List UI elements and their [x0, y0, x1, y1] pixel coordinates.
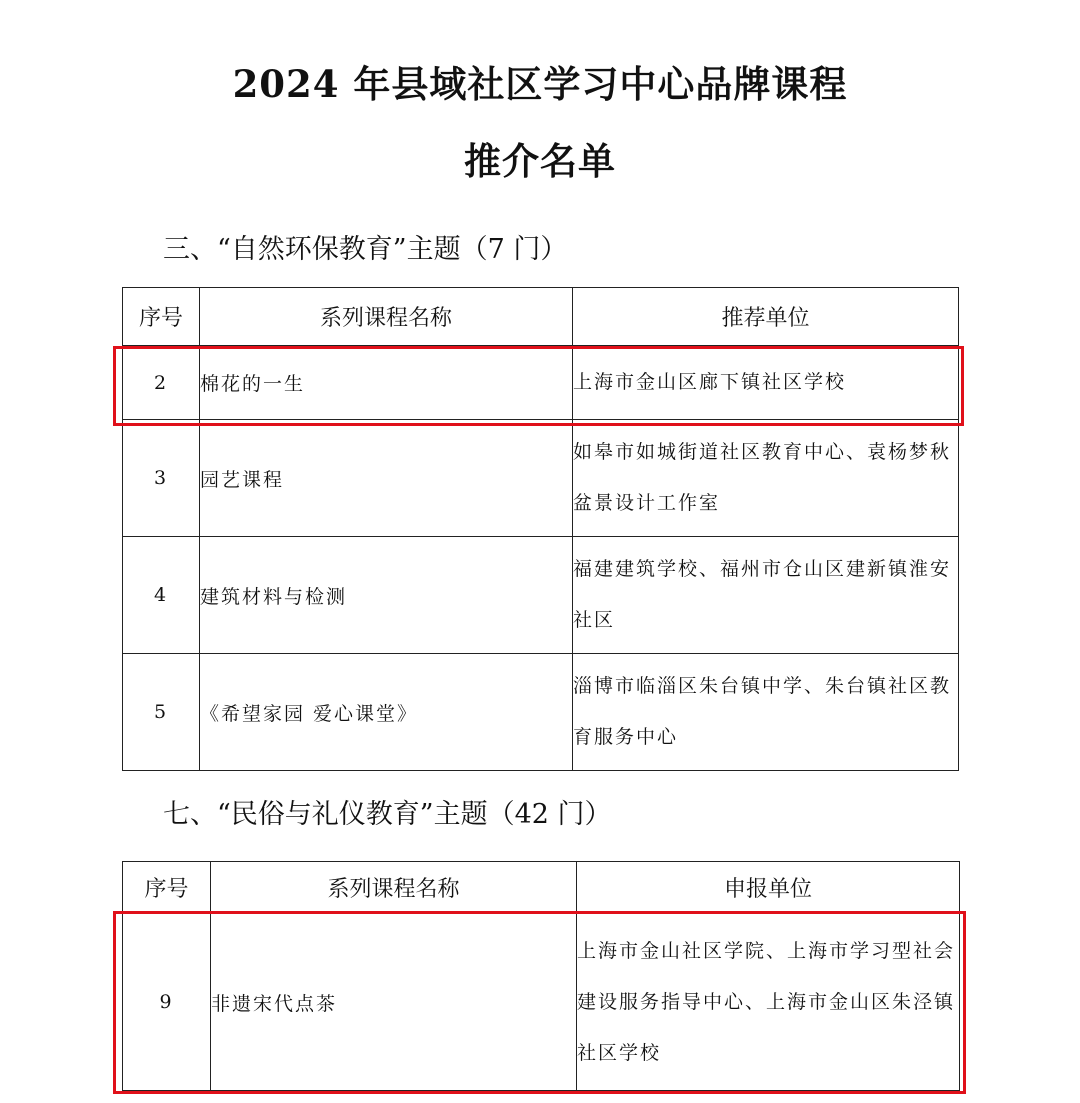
- table-row: [123, 537, 959, 654]
- section-heading-nature: 三、“自然环保教育”主题（7 门）: [163, 234, 568, 265]
- course-table-folk-etiquette: [122, 861, 960, 1091]
- row-unit: 上海市金山区廊下镇社区学校: [573, 346, 959, 420]
- row-number: 4: [123, 537, 200, 654]
- table-row: [123, 654, 959, 771]
- table-row: [123, 346, 959, 420]
- table-header-row: [123, 288, 959, 346]
- row-unit: 如皋市如城街道社区教育中心、袁杨梦秋盆景设计工作室: [573, 420, 959, 537]
- document-title: 2024 年县域社区学习中心品牌课程: [232, 62, 848, 106]
- row-course-name: 《希望家园 爱心课堂》: [200, 654, 573, 771]
- row-number: 9: [123, 914, 211, 1091]
- row-number: 3: [123, 420, 200, 537]
- header-number: 序号: [123, 862, 211, 914]
- row-course-name: 非遗宋代点茶: [211, 914, 577, 1091]
- course-table-nature: [122, 287, 959, 771]
- row-course-name: 建筑材料与检测: [200, 537, 573, 654]
- header-unit: 推荐单位: [573, 288, 959, 346]
- row-unit: 上海市金山社区学院、上海市学习型社会建设服务指导中心、上海市金山区朱泾镇社区学校: [577, 914, 960, 1091]
- row-number: 2: [123, 346, 200, 420]
- document-subtitle: 推介名单: [464, 139, 616, 183]
- row-number: 5: [123, 654, 200, 771]
- header-unit: 申报单位: [577, 862, 960, 914]
- header-number: 序号: [123, 288, 200, 346]
- section-heading-folk-etiquette: 七、“民俗与礼仪教育”主题（42 门）: [163, 799, 612, 830]
- header-course-name: 系列课程名称: [200, 288, 573, 346]
- header-course-name: 系列课程名称: [211, 862, 577, 914]
- table-row: [123, 914, 960, 1091]
- row-course-name: 棉花的一生: [200, 346, 573, 420]
- row-unit: 福建建筑学校、福州市仓山区建新镇淮安社区: [573, 537, 959, 654]
- table-header-row: [123, 862, 960, 914]
- row-course-name: 园艺课程: [200, 420, 573, 537]
- table-row: [123, 420, 959, 537]
- row-unit: 淄博市临淄区朱台镇中学、朱台镇社区教育服务中心: [573, 654, 959, 771]
